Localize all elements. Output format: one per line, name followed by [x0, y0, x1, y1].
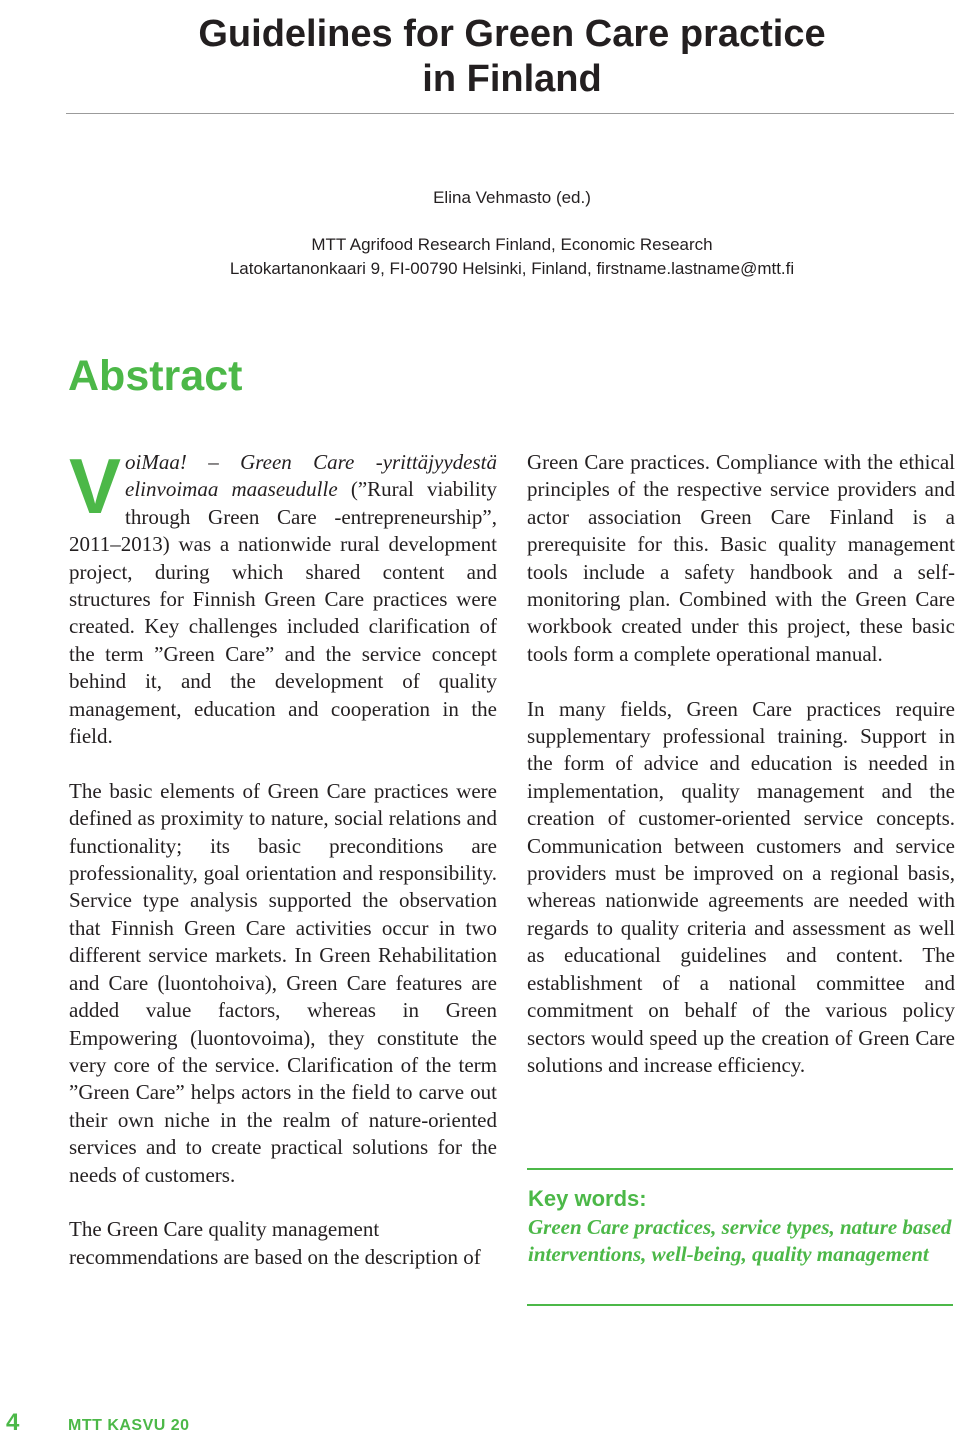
page-number: 4 [6, 1409, 20, 1436]
author-line: Elina Vehmasto (ed.) [433, 188, 591, 207]
abstract-paragraph-1 [69, 442, 497, 750]
abstract-paragraph-2: The basic elements of Green Care practices were defined as proximity to nature, social relations and functionality; its basic preconditions are professionality, goal orientation and responsibility. Service type analysis supported the observation that Finnish Green Care activities occur in two different service markets. In Green Rehabilitation and Care (luontohoiva), Green Care features are added value factors, whereas in Green Empowering (luontovoima), they constitute the very core of the service. Clarification of the term ”Green Care” helps actors in the field to carve out their own niche in the realm of nature-oriented services and to create practical solutions for the needs of customers. [69, 778, 497, 1187]
keywords-heading: Key words: [528, 1186, 647, 1211]
abstract-paragraph-3: Green Care practices. Compliance with the ethical principles of the respective service providers and actor association Green Care Finland is a prerequisite for this. Basic quality management tools include a safety handbook and a self-monitoring plan. Combined with the Green Care workbook created under this project, these basic tools form a complete operational manual. [527, 450, 955, 666]
title-divider [66, 113, 954, 114]
right-column [527, 449, 955, 1107]
title-line-1: Guidelines for Green Care practice [198, 13, 826, 55]
affiliation-line-2: Latokartanonkaari 9, FI-00790 Helsinki, Finland, firstname.lastname@mtt.fi [229, 259, 795, 278]
project-name-lead: oiMaa! – Green Care -yrittäjyydestä elinvoimaa maaseudulle [125, 450, 497, 502]
document-title [66, 12, 958, 102]
journal-name: MTT KASVU 20 [68, 1417, 190, 1434]
left-column [69, 442, 497, 1299]
affiliation-line-1: MTT Agrifood Research Finland, Economic Research [311, 235, 713, 254]
abstract-heading: Abstract [68, 352, 243, 400]
abstract-paragraph-3-start: The Green Care quality management recommendations are based on the description of [69, 1217, 481, 1269]
keywords-bottom-rule [527, 1304, 953, 1306]
abstract-paragraph-4: In many fields, Green Care practices require supplementary professional training. Support in the form of advice and education is needed in implementation, quality management and the creation of customer-oriented service concepts. Communication between customers and service providers must be improved on a regional basis, whereas nationwide agreements are needed with regards to quality criteria and assessment as well as educational guidelines and content. The establishment of a national committee and commitment on behalf of the various policy sectors would speed up the creation of Green Care solutions and increase efficiency. [527, 696, 955, 1077]
paragraph-1-body: (”Rural viability through Green Care -entrepreneurship”, 2011–2013) was a nationwide rural development project, during which shared content and structures for Finnish Green Care practices were created. Key challenges included clarification of the term ”Green Care” and the service concept behind it, and the development of quality management, education and cooperation in the field. [69, 477, 497, 749]
keywords-top-rule [527, 1168, 953, 1170]
drop-cap: V [69, 442, 122, 530]
title-line-2: in Finland [422, 58, 602, 100]
keywords-list: Green Care practices, service types, nature based interventions, well-being, quality management [528, 1215, 952, 1267]
